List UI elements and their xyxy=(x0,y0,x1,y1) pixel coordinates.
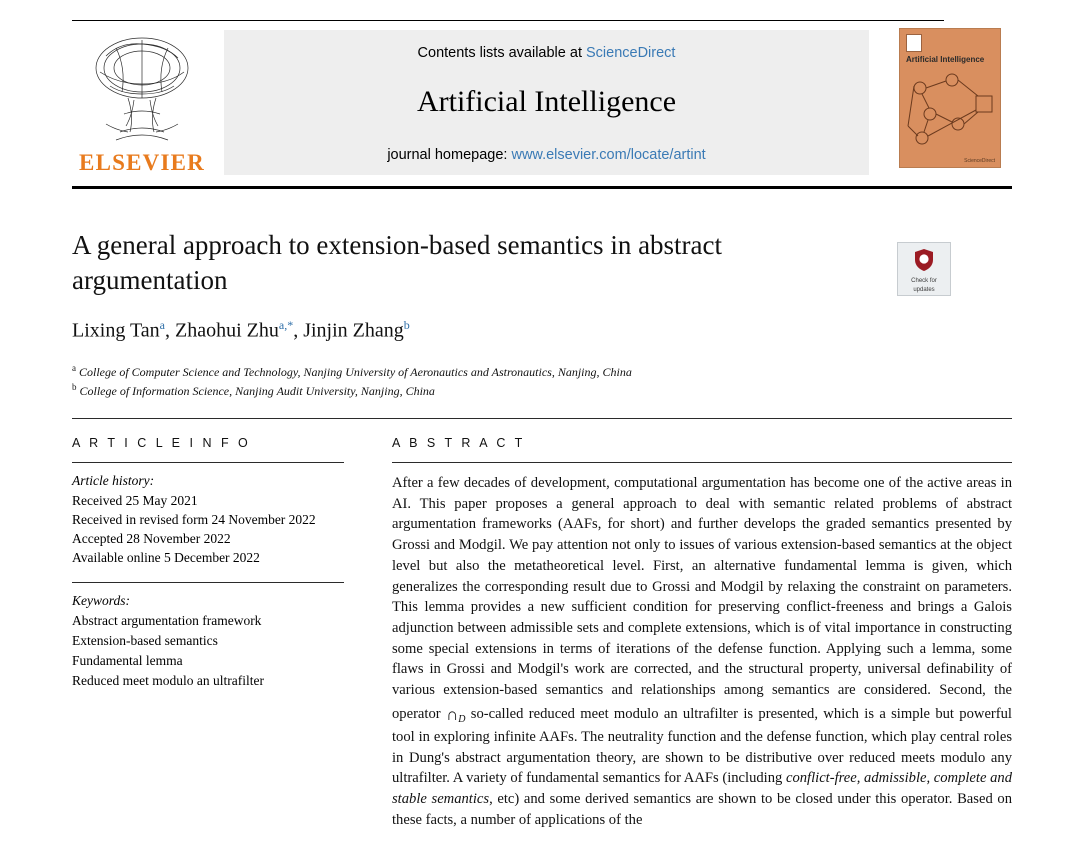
history-online: Available online 5 December 2022 xyxy=(72,550,260,566)
keyword-item-4: Reduced meet modulo an ultrafilter xyxy=(72,673,264,689)
affiliation-mark-a: a xyxy=(72,363,76,373)
crossmark-line-1: Check for xyxy=(911,278,937,284)
affiliation-text-a: College of Computer Science and Technology, Nanjing University of Aeronautics and Astronautics, Nanjing, China xyxy=(79,365,632,379)
elsevier-logo xyxy=(72,28,212,183)
journal-band xyxy=(224,30,869,175)
affiliation-a xyxy=(72,362,892,381)
abstract-part-2: so-called reduced meet modulo an ultrafilter is presented, which is a simple but powerful tool in exploring infinite AAFs. The neutrality function and the defense function, which play central roles in Dung's abstract argumentation theory, are shown to be distributive over reduced meets modulo any ultrafilter. A variety of fundamental semantics for AAFs (including xyxy=(392,705,1012,787)
author-name-3[interactable]: Jinjin Zhang xyxy=(303,319,404,342)
author-mark-1: a xyxy=(159,318,165,332)
keyword-item-3: Fundamental lemma xyxy=(72,653,183,669)
homepage-line xyxy=(224,147,869,163)
affiliation-text-b: College of Information Science, Nanjing Audit University, Nanjing, China xyxy=(79,384,435,399)
cover-title: Artificial Intelligence xyxy=(906,55,985,64)
affiliation-b xyxy=(72,381,892,400)
history-accepted: Accepted 28 November 2022 xyxy=(72,531,231,547)
title-block xyxy=(72,228,872,297)
abstract-part-1: After a few decades of development, computational argumentation has become one of the active areas in AI. This paper proposes a general approach to deal with semantic related problems of abstract argumentation frameworks (AAFs, for short) and further develops the graded semantics presented by Grossi and Modgil. We pay attention not only to issues of various extension-based semantics at the object level but also the metatheoretical level. First, an alternative fundamental lemma is given, which generalizes the corresponding result due to Grossi and Modgil by relaxing the constraint on parameters. This lemma provides a new sufficient condition for preserving conflict-freeness and brings a Galois adjunction between admissible sets and complete extensions, which is of vital importance in constructing some special extensions in terms of iterations of the defense function. Applying such a lemma, some flaws in Grossi and Modgil's work are corrected, and the structural property, universal definability of various extension-based semantics and relationships among semantics are considered. Second, the operator xyxy=(392,475,1012,722)
affiliation-mark-b: b xyxy=(72,382,77,393)
author-name-2[interactable]: Zhaohui Zhu xyxy=(175,319,279,342)
section-divider-rule xyxy=(72,418,1012,419)
abstract-rule xyxy=(392,462,1012,463)
masthead-bottom-rule xyxy=(72,186,1012,189)
article-info-rule xyxy=(72,462,344,463)
author-sep-1: , xyxy=(165,319,175,342)
journal-homepage-link[interactable]: www.elsevier.com/locate/artint xyxy=(511,147,706,163)
keywords-label: Keywords: xyxy=(72,592,130,608)
keyword-item-2: Extension-based semantics xyxy=(72,632,218,648)
crossmark-badge[interactable] xyxy=(897,242,951,296)
author-mark-2: a,* xyxy=(278,318,294,332)
abstract-text xyxy=(392,473,1012,831)
contents-line xyxy=(224,30,869,61)
journal-masthead xyxy=(72,20,1012,190)
elsevier-tree-icon xyxy=(76,28,208,148)
masthead-top-rule xyxy=(72,20,944,21)
journal-cover-thumbnail xyxy=(899,28,1001,168)
article-history-label: Article history: xyxy=(72,473,155,488)
cover-graph-icon xyxy=(900,66,1001,161)
abstract-italic-run: conflict-free, admissible, complete and stable semantics xyxy=(392,770,1012,808)
abstract-column xyxy=(392,436,1012,831)
history-revised: Received in revised form 24 November 2022 xyxy=(72,512,316,528)
author-mark-3: b xyxy=(403,318,410,332)
cover-footer: ScienceDirect xyxy=(964,158,995,164)
shield-icon xyxy=(913,248,935,272)
reduced-meet-operator: ∩ xyxy=(445,704,459,724)
author-list xyxy=(72,318,892,343)
elsevier-wordmark: ELSEVIER xyxy=(79,150,205,175)
page-title: A general approach to extension-based semantics in abstract argumentation xyxy=(72,230,723,295)
contents-prefix: Contents lists available at xyxy=(417,45,586,61)
author-sep-2: , xyxy=(293,319,304,342)
sciencedirect-link[interactable]: ScienceDirect xyxy=(586,45,676,61)
cover-badge-icon xyxy=(906,34,922,52)
history-received: Received 25 May 2021 xyxy=(72,493,198,508)
article-info-heading: A R T I C L E I N F O xyxy=(72,436,251,450)
author-name-1[interactable]: Lixing Tan xyxy=(72,319,160,342)
affiliation-list xyxy=(72,362,892,401)
journal-title: Artificial Intelligence xyxy=(416,85,677,118)
homepage-prefix: journal homepage: xyxy=(387,147,512,163)
abstract-part-3: , etc) and some derived semantics are shown to be closed under this operator. Based on these facts, a number of applications of the xyxy=(392,791,1012,828)
article-info-column xyxy=(72,436,344,692)
keywords-rule xyxy=(72,582,344,583)
crossmark-line-2: updates xyxy=(913,286,935,293)
reduced-meet-operator-subscript: D xyxy=(458,713,466,725)
abstract-heading: A B S T R A C T xyxy=(392,436,526,450)
keyword-item-1: Abstract argumentation framework xyxy=(72,612,262,628)
